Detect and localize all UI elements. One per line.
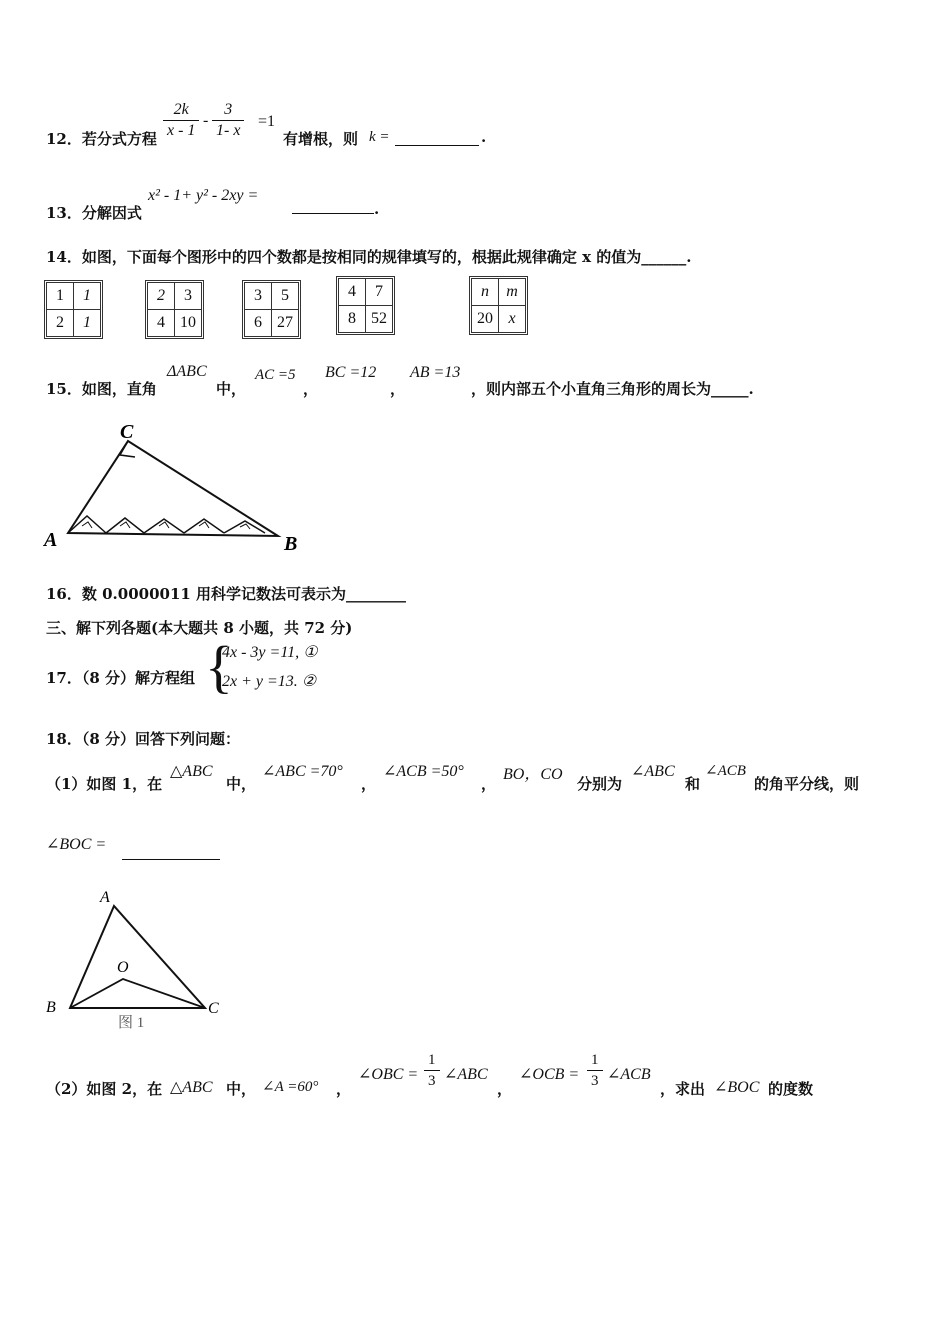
- grid-cell: 1: [74, 283, 101, 310]
- q18-p2-angle-a: ∠A =60°: [262, 1079, 319, 1095]
- label-c: C: [208, 1000, 219, 1017]
- grid-cell: 7: [366, 279, 393, 306]
- q12-f2-numerator: 3: [212, 100, 244, 121]
- q16-text: 16．数 0.0000011 用科学记数法可表示为________: [46, 585, 407, 603]
- grid-cell: 52: [366, 306, 393, 333]
- small-triangle-4: [184, 519, 224, 533]
- q15-ac: AC =5: [255, 367, 296, 383]
- q18-p1-answer-blank: [122, 843, 220, 860]
- q18-p2-obc: ∠OBC =: [358, 1066, 419, 1083]
- right-angle-mark: [120, 522, 130, 528]
- q18-p1-d: 的角平分线，则: [754, 775, 860, 793]
- q18-p1-angle-acb-2: ∠ACB: [705, 763, 746, 779]
- q17-brace: {: [205, 634, 233, 699]
- label-a: A: [44, 529, 58, 551]
- q18-p1-comma-2: ，: [481, 775, 497, 793]
- label-a: A: [100, 889, 110, 906]
- q13-end: .: [374, 200, 380, 218]
- q18-figure-1: [40, 884, 240, 1034]
- q15-figure: [40, 418, 320, 558]
- q17-equation-2: 2x + y =13. ②: [222, 673, 317, 690]
- q13-answer-blank: [292, 196, 374, 214]
- q14-grid-2: [147, 282, 202, 337]
- grid-cell: 27: [272, 310, 299, 337]
- q18-p2-ocb: ∠OCB =: [519, 1066, 580, 1083]
- q12-mid-text: 有增根，则: [283, 130, 359, 148]
- grid-cell: 2: [47, 310, 74, 337]
- q15-comma-2: ，: [390, 380, 406, 398]
- q14-grid-3: [244, 282, 299, 337]
- grid-cell: 4: [339, 279, 366, 306]
- q18-p1-comma-1: ，: [361, 775, 377, 793]
- q12-f2-denominator: 1- x: [216, 122, 241, 139]
- q15-comma-1: ，: [303, 380, 319, 398]
- q18-p2-a: （2）如图 2，在: [46, 1080, 163, 1098]
- q18-p2-b: 中，: [226, 1080, 257, 1098]
- label-o: O: [117, 959, 129, 976]
- grid-cell: m: [499, 279, 526, 306]
- q15-ab: AB =13: [410, 364, 461, 381]
- grid-cell: 2: [148, 283, 175, 310]
- fraction-denominator: 3: [591, 1073, 599, 1089]
- grid-cell: 1: [74, 310, 101, 337]
- grid-cell: 8: [339, 306, 366, 333]
- q18-p2-comma-1: ，: [336, 1080, 352, 1098]
- q15-bc: BC =12: [325, 364, 377, 381]
- q14-text: 14．如图，下面每个图形中的四个数都是按相同的规律填写的，根据此规律确定 x 的值为______.: [46, 248, 692, 266]
- triangle-abc: [70, 906, 205, 1008]
- right-angle-mark: [82, 522, 92, 528]
- q18-p1-angle-acb: ∠ACB =50°: [383, 763, 464, 780]
- q14-grid-4: [338, 278, 393, 333]
- fraction-numerator: 1: [424, 1050, 440, 1071]
- q17-label: 17．（8 分）解方程组: [46, 669, 196, 687]
- q15-zhong: 中，: [216, 380, 247, 398]
- q18-p2-acb: ∠ACB: [607, 1066, 651, 1083]
- bisectors-bo-co: [70, 979, 205, 1008]
- grid-cell: x: [499, 306, 526, 333]
- grid-cell: 5: [272, 283, 299, 310]
- q18-p2-boc: ∠BOC: [714, 1079, 760, 1096]
- q12-minus: -: [203, 112, 209, 129]
- q18-p2-comma-2: ，: [497, 1080, 513, 1098]
- grid-cell: 3: [175, 283, 202, 310]
- fraction-denominator: 3: [428, 1073, 436, 1089]
- q12-label: 12．若分式方程: [46, 130, 157, 148]
- q18-p1-c: 分别为: [577, 775, 623, 793]
- q12-end: .: [481, 128, 487, 146]
- q18-p1-boc: ∠BOC =: [46, 836, 107, 853]
- label-c: C: [120, 421, 134, 443]
- grid-cell: 4: [148, 310, 175, 337]
- q12-fraction-1: [163, 100, 199, 141]
- q18-p2-abc: ∠ABC: [444, 1066, 488, 1083]
- section-3-heading: 三、解下列各题(本大题共 8 小题，共 72 分): [46, 619, 353, 637]
- right-angle-mark: [159, 522, 169, 528]
- q12-f1-numerator: 2k: [163, 100, 199, 121]
- right-angle-mark: [240, 524, 250, 529]
- q15-triangle: ΔABC: [167, 363, 207, 380]
- q15-label: 15．如图，直角: [46, 380, 157, 398]
- q12-k-equals: k =: [369, 129, 390, 145]
- q18-p1-a: （1）如图 1，在: [46, 775, 163, 793]
- q18-p2-triangle: △ABC: [170, 1079, 213, 1096]
- grid-cell: 10: [175, 310, 202, 337]
- grid-cell: 3: [245, 283, 272, 310]
- grid-cell: 1: [47, 283, 74, 310]
- q13-expression: x² - 1+ y² - 2xy =: [148, 187, 259, 204]
- q18-p1-bo-co: BO，CO: [503, 766, 563, 783]
- q14-grid-5: [471, 278, 526, 333]
- q15-rest: ，则内部五个小直角三角形的周长为_____.: [471, 380, 754, 398]
- small-triangle-2: [106, 518, 144, 533]
- small-triangle-3: [144, 519, 184, 533]
- q17-equation-1: 4x - 3y =11, ①: [222, 644, 318, 661]
- q18-p1-angle-abc: ∠ABC =70°: [262, 763, 343, 780]
- q18-p2-fraction-2: [587, 1050, 603, 1091]
- label-b: B: [46, 999, 56, 1016]
- q18-p1-triangle: △ABC: [170, 763, 213, 780]
- q12-fraction-2: [212, 100, 244, 141]
- fraction-numerator: 1: [587, 1050, 603, 1071]
- grid-cell: n: [472, 279, 499, 306]
- q18-label: 18．（8 分）回答下列问题：: [46, 730, 241, 748]
- right-angle-mark: [199, 522, 209, 528]
- q18-p2-fraction-1: [424, 1050, 440, 1091]
- label-b: B: [284, 533, 298, 555]
- q18-p2-d: 的度数: [768, 1080, 814, 1098]
- q13-label: 13．分解因式: [46, 204, 142, 222]
- q18-p1-he: 和: [685, 775, 701, 793]
- q18-p2-c: ，求出: [660, 1080, 706, 1098]
- q12-f1-denominator: x - 1: [167, 122, 196, 139]
- grid-cell: 20: [472, 306, 499, 333]
- q18-p1-b: 中，: [226, 775, 257, 793]
- q18-p1-angle-abc-2: ∠ABC: [631, 763, 675, 780]
- figure-caption: 图 1: [118, 1015, 145, 1031]
- q12-answer-blank: [395, 128, 479, 146]
- grid-cell: 6: [245, 310, 272, 337]
- q14-grid-1: [46, 282, 101, 337]
- q12-equals: =1: [258, 113, 276, 130]
